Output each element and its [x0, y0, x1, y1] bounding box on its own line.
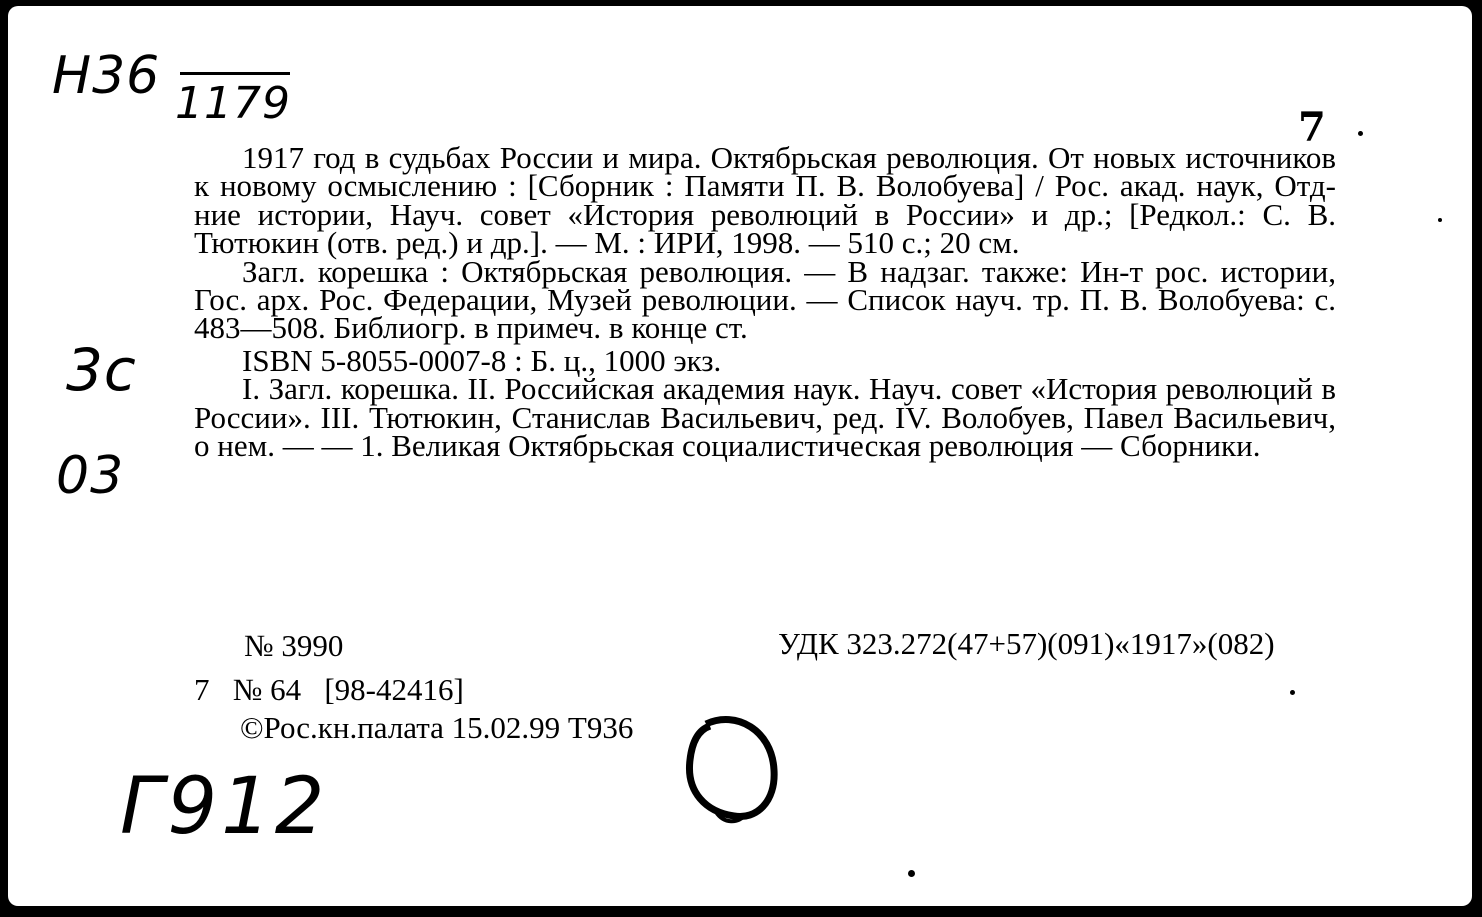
record-main-entry: 1917 год в судьбах России и мира. Октябрьская революция. От новых источников к новому осмыслению : [Сборник : Памяти П. В. Волобуева] / Рос. акад. наук, Отд-ние истории, Науч. совет «История революций в России» и др.; [Редкол.: С. В. Тютюкин (отв. ред.) и др.]. — М. : ИРИ, 1998. — 510 с.; 20 см. [194, 140, 1336, 261]
call-number-divider [180, 72, 290, 75]
handwritten-margin-code-2: 03 [56, 446, 125, 506]
udc-classification: УДК 323.272(47+57)(091)«1917»(082) [778, 626, 1275, 661]
record-isbn: ISBN 5-8055-0007-8 : Б. ц., 1000 экз. [242, 342, 722, 378]
registration-number: № 3990 [244, 628, 344, 663]
hole-punch-stamp-icon [676, 712, 796, 842]
series-line: 7 № 64 [98-42416] [194, 672, 464, 707]
card-sequence-number: 7 [1298, 104, 1326, 151]
handwritten-shelf-code: Г912 [120, 762, 329, 852]
catalog-card [8, 6, 1472, 906]
record-notes: Загл. корешка : Октябрьская революция. — В надзаг. также: Ин-т рос. истории, Гос. арх. Рос. Федерации, Музей революции. — Список науч. тр. П. В. Волобуева: с. 483—508. Библиогр. в примеч. в конце ст. [194, 253, 1336, 346]
speck-mark [1358, 131, 1363, 136]
handwritten-margin-code-1: 3с [66, 336, 137, 404]
handwritten-call-number-top: Н36 [52, 46, 161, 106]
imprint-line: ©Рос.кн.палата 15.02.99 Т936 [240, 710, 634, 745]
speck-mark [1438, 218, 1442, 222]
speck-mark [908, 870, 915, 877]
speck-mark [1290, 690, 1295, 695]
record-subject-headings: I. Загл. корешка. II. Российская академия наук. Науч. совет «История революций в России». III. Тютюкин, Станислав Васильевич, ред. IV. Волобуев, Павел Васильевич, о нем. — — 1. Великая Октябрьская социалистическая революция — Сборники. [194, 371, 1336, 464]
handwritten-call-number-bottom: 1179 [175, 78, 291, 129]
bibliographic-record [194, 140, 1336, 464]
